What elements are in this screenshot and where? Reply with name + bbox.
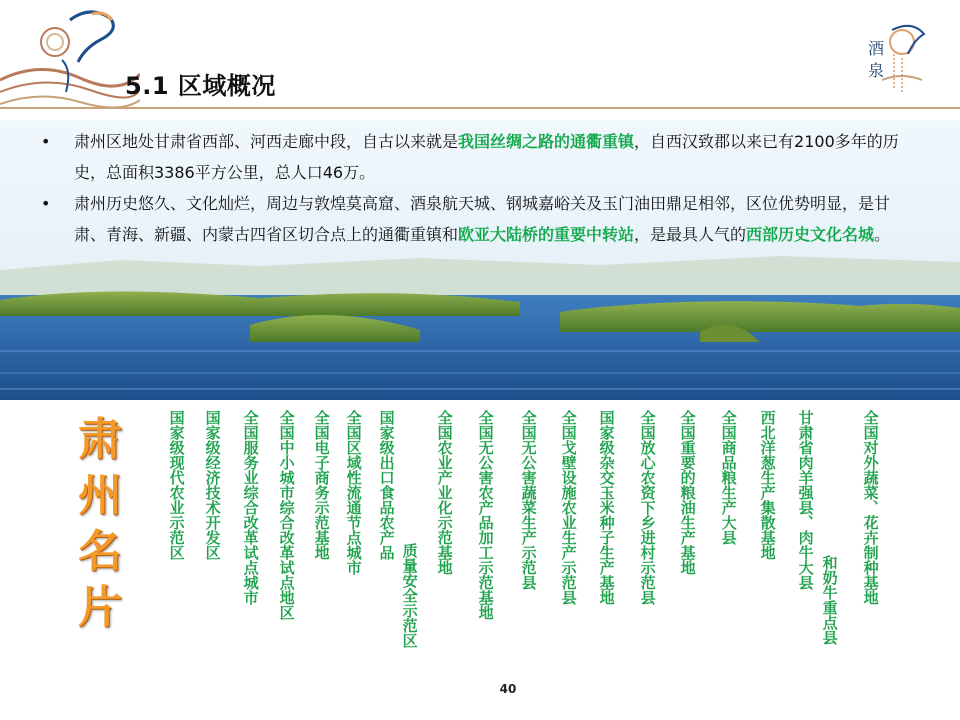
honor-column: 和奶牛重点县 bbox=[820, 555, 839, 645]
honor-column: 国家级出口食品农产品 bbox=[377, 410, 396, 560]
honor-column: 质量安全示范区 bbox=[400, 543, 419, 648]
honor-column: 甘肃省肉羊强县、肉牛大县 bbox=[796, 410, 815, 590]
brand-char: 州 bbox=[78, 470, 122, 521]
brand-char: 片 bbox=[78, 582, 122, 633]
page-number: 40 bbox=[499, 682, 517, 696]
honor-column: 国家级经济技术开发区 bbox=[203, 410, 222, 560]
suzhou-name-card-title bbox=[78, 412, 122, 636]
honor-column: 全国农业产业化示范基地 bbox=[435, 410, 454, 575]
logo-char-quan: 泉 bbox=[868, 61, 885, 80]
honor-column: 西北洋葱生产集散基地 bbox=[758, 410, 777, 560]
slide-title: 5.1 区域概况 bbox=[125, 72, 276, 100]
intro-bullets bbox=[38, 126, 908, 250]
brand-char: 名 bbox=[78, 526, 122, 577]
logo-char-jiu: 酒 bbox=[868, 39, 885, 58]
bullet-text: 肃州历史悠久、文化灿烂，周边与敦煌莫高窟、酒泉航天城、钢城嘉峪关及玉门油田鼎足相邻，区位优势明显，是甘肃、青海、新疆、内蒙古四省区切合点上的通衢重镇和 bbox=[74, 194, 891, 244]
honor-column: 国家级杂交玉米种子生产基地 bbox=[597, 410, 616, 605]
decorative-cloud-logo bbox=[0, 0, 140, 124]
bullet-text: ，自西汉致郡以来已有2100多年的历史，总面积3386平方公里，总人口46万。 bbox=[74, 132, 899, 182]
bullet-dot: • bbox=[41, 194, 51, 213]
bullet-item bbox=[38, 126, 908, 188]
bullet-text: 肃州区地处甘肃省西部、河西走廊中段，自古以来就是 bbox=[74, 132, 459, 151]
honor-column: 全国无公害农产品加工示范基地 bbox=[476, 410, 495, 620]
bullet-item bbox=[38, 188, 908, 250]
jiuquan-logo bbox=[852, 20, 932, 104]
honor-column: 全国对外蔬菜、花卉制种基地 bbox=[861, 410, 880, 605]
honor-column: 全国服务业综合改革试点城市 bbox=[241, 410, 260, 605]
honor-column: 全国电子商务示范基地 bbox=[312, 410, 331, 560]
honor-column: 全国中小城市综合改革试点地区 bbox=[277, 410, 296, 620]
honor-column: 全国商品粮生产大县 bbox=[719, 410, 738, 545]
honor-column: 全国区域性流通节点城市 bbox=[344, 410, 363, 575]
bullet-text: ，是最具人气的 bbox=[634, 225, 747, 244]
bullet-dot: • bbox=[41, 132, 51, 151]
honor-column: 全国重要的粮油生产基地 bbox=[678, 410, 697, 575]
bullet-highlight: 西部历史文化名城 bbox=[746, 225, 875, 244]
honor-column: 国家级现代农业示范区 bbox=[167, 410, 186, 560]
honor-column: 全国放心农资下乡进村示范县 bbox=[638, 410, 657, 605]
title-divider bbox=[0, 107, 960, 109]
bullet-highlight: 欧亚大陆桥的重要中转站 bbox=[458, 225, 635, 244]
brand-char: 肃 bbox=[78, 414, 122, 465]
bullet-highlight: 我国丝绸之路的通衢重镇 bbox=[458, 132, 635, 151]
honor-column: 全国无公害蔬菜生产示范县 bbox=[519, 410, 538, 590]
honor-column: 全国戈壁设施农业生产示范县 bbox=[559, 410, 578, 605]
bullet-text: 。 bbox=[874, 225, 891, 244]
